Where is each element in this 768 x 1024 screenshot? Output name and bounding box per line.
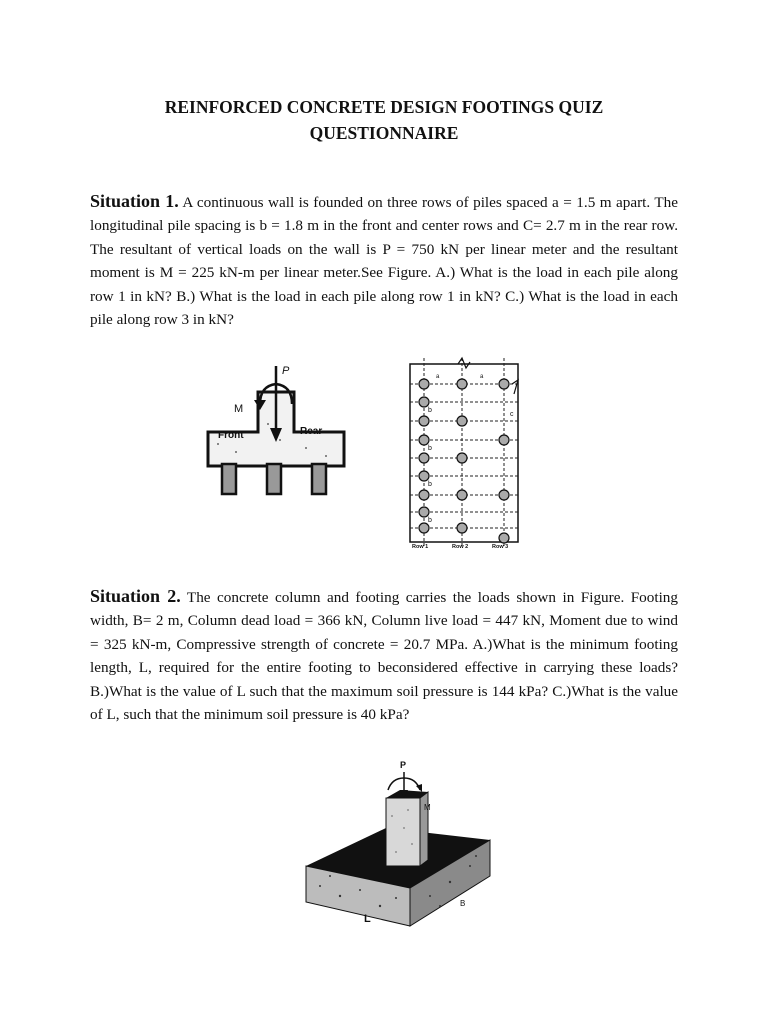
situation-1-heading: Situation 1. [90,191,179,211]
footing-label-l: L [364,913,371,925]
section-label-m: M [234,403,244,415]
plan-label-row-2: Row 2 [452,544,469,550]
plan-label-row-3: Row 3 [492,544,509,550]
footing-label-m: M [424,803,431,812]
situation-1-text: A continuous wall is founded on three rows of piles spaced a = 1.5 m apart. The longitudinal pile spacing is b = 1.8 m in the front and center rows and C= 2.7 m in the rear row. The resultant of vertical loads on the wall is P = 750 kN per linear meter and the resultant moment is M = 225 kN-m per linear meter.See Figure. A.) What is the load in each pile along row 1 in kN? B.) What is the load in each pile along row 1 in kN? C.) What is the load in each pile along row 3 in kN? [90,194,678,329]
plan-label-b-4: b [428,517,432,524]
column-footing-figure [300,756,500,936]
plan-label-a-1: a [436,374,440,380]
plan-label-c: c [510,411,514,418]
section-label-front: Front [218,430,244,441]
footing-label-b: B [460,899,466,908]
situation-2-paragraph [90,585,678,726]
situation-1-paragraph [90,190,678,331]
situation-2-heading: Situation 2. [90,586,181,606]
wall-section-figure [196,352,356,502]
section-label-rear: Rear [300,426,323,437]
title-line-1: REINFORCED CONCRETE DESIGN FOOTINGS QUIZ [164,97,604,117]
plan-label-b-3: b [428,481,432,488]
footing-label-p: P [400,760,407,770]
plan-label-row-1: Row 1 [412,544,429,550]
pile-plan-figure [406,354,526,554]
title-line-2: QUESTIONNAIRE [309,123,459,143]
situation-2-text: The concrete column and footing carries the loads shown in Figure. Footing width, B= 2 m, Column dead load = 366 kN, Column live load = 447 kN, Moment due to wind = 325 kN-m, Compressive strength of concrete = 20.7 MPa. A.)What is the minimum footing length, L, required for the entire footing to beconsidered effective in carrying these loads? B.)What is the value of L such that the maximum soil pressure is 144 kPa? C.)What is the value of L, such that the minimum soil pressure is 40 kPa? [90,589,678,724]
plan-label-b-2: b [428,445,432,452]
plan-label-b-1: b [428,407,432,414]
section-label-p: P [282,365,290,377]
plan-label-a-2: a [480,374,484,380]
document-title [0,94,768,146]
